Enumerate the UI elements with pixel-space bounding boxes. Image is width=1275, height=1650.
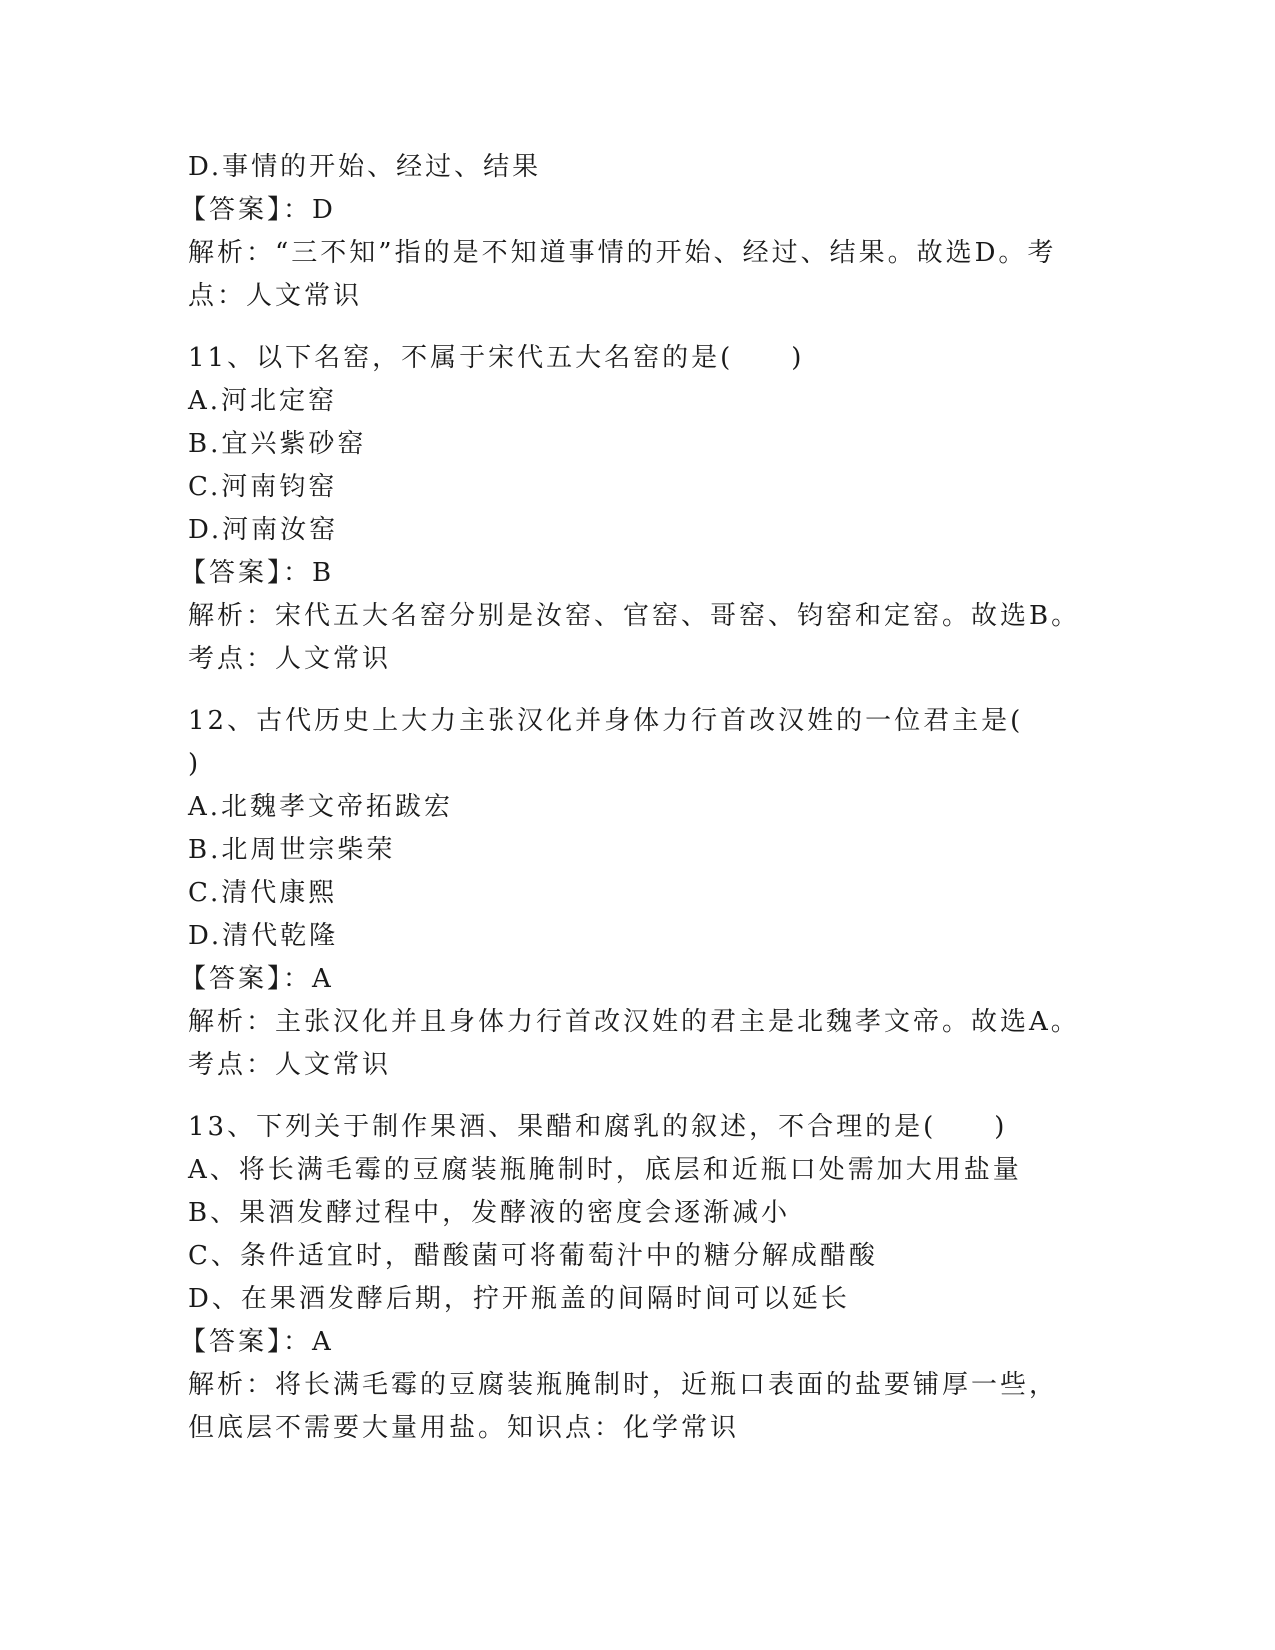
analysis-text-continued: 但底层不需要大量用盐。知识点：化学常识 [188, 1413, 740, 1443]
option-b: B.北周世宗柴荣 [188, 835, 396, 865]
option-c: C.清代康熙 [188, 878, 338, 908]
analysis-text-continued: 点：人文常识 [188, 281, 363, 311]
option-d: D.清代乾隆 [188, 921, 339, 951]
analysis-text: 解析：“三不知”指的是不知道事情的开始、经过、结果。故选D。考 [188, 238, 1057, 268]
analysis-text: 解析：将长满毛霉的豆腐装瓶腌制时，近瓶口表面的盐要铺厚一些， [188, 1370, 1059, 1400]
option-d: D.事情的开始、经过、结果 [188, 152, 542, 182]
option-a: A.河北定窑 [188, 386, 338, 416]
option-a: A、将长满毛霉的豆腐装瓶腌制时，底层和近瓶口处需加大用盐量 [188, 1155, 1022, 1185]
analysis-text: 解析：主张汉化并且身体力行首改汉姓的君主是北魏孝文帝。故选A。 [188, 1007, 1080, 1037]
question-text-continued: ) [188, 749, 202, 779]
question-text: 11、以下名窑，不属于宋代五大名窑的是( ) [188, 343, 805, 373]
option-b: B.宜兴紫砂窑 [188, 429, 367, 459]
answer-label: 【答案】：D [180, 195, 336, 225]
question-13 [180, 1106, 1088, 1450]
option-d: D.河南汝窑 [188, 515, 339, 545]
question-11 [180, 337, 1088, 681]
option-d: D、在果酒发酵后期，拧开瓶盖的间隔时间可以延长 [188, 1284, 850, 1314]
answer-label: 【答案】：A [180, 1327, 334, 1357]
answer-label: 【答案】：A [180, 964, 334, 994]
option-c: C、条件适宜时，醋酸菌可将葡萄汁中的糖分解成醋酸 [188, 1241, 878, 1271]
question-text: 13、下列关于制作果酒、果醋和腐乳的叙述，不合理的是( ) [188, 1112, 1008, 1142]
question-text: 12、古代历史上大力主张汉化并身体力行首改汉姓的一位君主是( [188, 706, 1024, 736]
option-a: A.北魏孝文帝拓跋宏 [188, 792, 454, 822]
option-b: B、果酒发酵过程中，发酵液的密度会逐渐减小 [188, 1198, 791, 1228]
question-10-tail [180, 146, 1088, 318]
analysis-text-continued: 考点：人文常识 [188, 1050, 392, 1080]
analysis-text-continued: 考点：人文常识 [188, 644, 392, 674]
analysis-text: 解析：宋代五大名窑分别是汝窑、官窑、哥窑、钧窑和定窑。故选B。 [188, 601, 1081, 631]
document-page [180, 146, 1088, 1450]
question-12 [180, 700, 1088, 1087]
answer-label: 【答案】：B [180, 558, 335, 588]
option-c: C.河南钧窑 [188, 472, 338, 502]
